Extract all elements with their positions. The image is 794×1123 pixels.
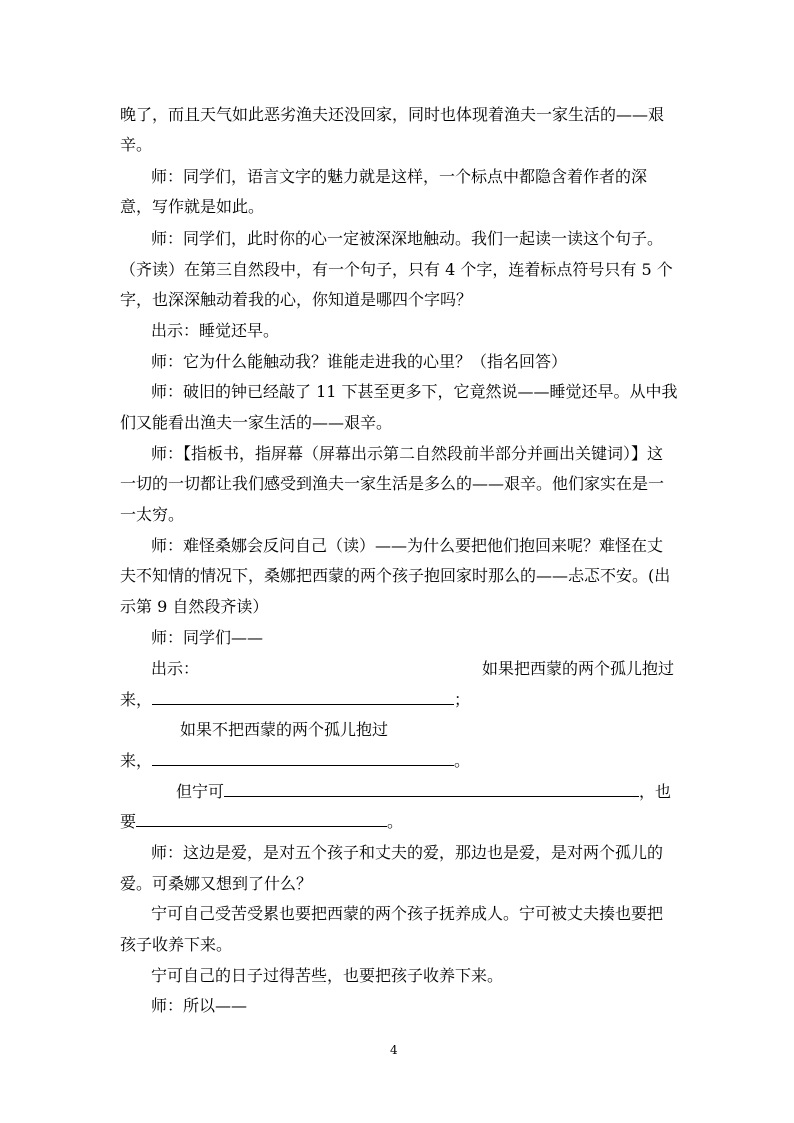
exercise-line: [120, 690, 470, 710]
exercise-text: 。: [454, 751, 471, 770]
text-line: 师：同学们——: [151, 628, 264, 647]
text-line: 出示：睡觉还早。: [151, 321, 280, 340]
exercise-text: 如果不把西蒙的两个孤儿抱过: [180, 720, 389, 739]
text-line: （齐读）在第三自然段中，有一个句子，只有 4 个字，连着标点符号只有 5 个: [120, 260, 673, 279]
text-line: 晚了，而且天气如此恶劣渔夫还没回家，同时也体现着渔夫一家生活的——艰: [120, 105, 665, 124]
text-line: 爱。可桑娜又想到了什么？: [120, 874, 313, 893]
text-line: 师：破旧的钟已经敲了 11 下甚至更多下，它竟然说——睡觉还早。从中我: [151, 382, 678, 401]
exercise-line: [120, 751, 470, 771]
exercise-text: 要: [120, 812, 137, 831]
text-line: 孩子收养下来。: [120, 935, 233, 954]
answer-blank[interactable]: [152, 751, 454, 766]
exercise-label: 出示：: [151, 659, 200, 678]
text-line: 师：同学们，语言文字的魅力就是这样，一个标点中都隐含着作者的深: [151, 167, 648, 186]
exercise-text: ，也: [639, 782, 672, 801]
exercise-line: [176, 782, 671, 802]
page-number: 4: [390, 1043, 398, 1057]
text-line: 宁可自己的日子过得苦些，也要把孩子收养下来。: [151, 966, 504, 985]
exercise-text: ；: [454, 690, 471, 709]
text-line: 夫不知情的情况下，桑娜把西蒙的两个孩子抱回家时那么的——忐忑不安。(出: [120, 566, 671, 585]
text-line: 一太穷。: [120, 505, 185, 524]
text-line: 一切的一切都让我们感受到渔夫一家生活是多么的——艰辛。他们家实在是一: [120, 474, 665, 493]
exercise-text: 如果把西蒙的两个孤儿抱过: [482, 659, 675, 678]
text-line: 们又能看出渔夫一家生活的——艰辛。: [120, 413, 393, 432]
answer-blank[interactable]: [136, 812, 387, 827]
text-line: 师：所以——: [151, 996, 248, 1015]
text-line: 意，写作就是如此。: [120, 197, 265, 216]
exercise-line: [120, 812, 403, 832]
exercise-text: 来，: [120, 751, 153, 770]
text-line: 师：同学们，此时你的心一定被深深地触动。我们一起读一读这个句子。: [151, 229, 664, 248]
exercise-text: 。: [387, 812, 404, 831]
text-line: 师：难怪桑娜会反问自己（读）——为什么要把他们抱回来呢？难怪在丈: [151, 536, 664, 555]
text-line: 师：【指板书，指屏幕（屏幕出示第二自然段前半部分并画出关键词）】这: [151, 444, 664, 463]
text-line: 示第 9 自然段齐读）: [120, 597, 269, 616]
text-line: 辛。: [120, 135, 153, 154]
text-line: 字，也深深触动着我的心，你知道是哪四个字吗？: [120, 290, 473, 309]
exercise-text: 但宁可: [176, 782, 225, 801]
answer-blank[interactable]: [224, 782, 639, 797]
text-line: 师：这边是爱，是对五个孩子和丈夫的爱，那边也是爱，是对两个孤儿的: [151, 843, 664, 862]
text-line: 师：它为什么能触动我？谁能走进我的心里？（指名回答）: [151, 352, 568, 371]
answer-blank[interactable]: [152, 690, 454, 705]
text-line: 宁可自己受苦受累也要把西蒙的两个孩子抚养成人。宁可被丈夫揍也要把: [151, 904, 664, 923]
exercise-text: 来，: [120, 690, 153, 709]
